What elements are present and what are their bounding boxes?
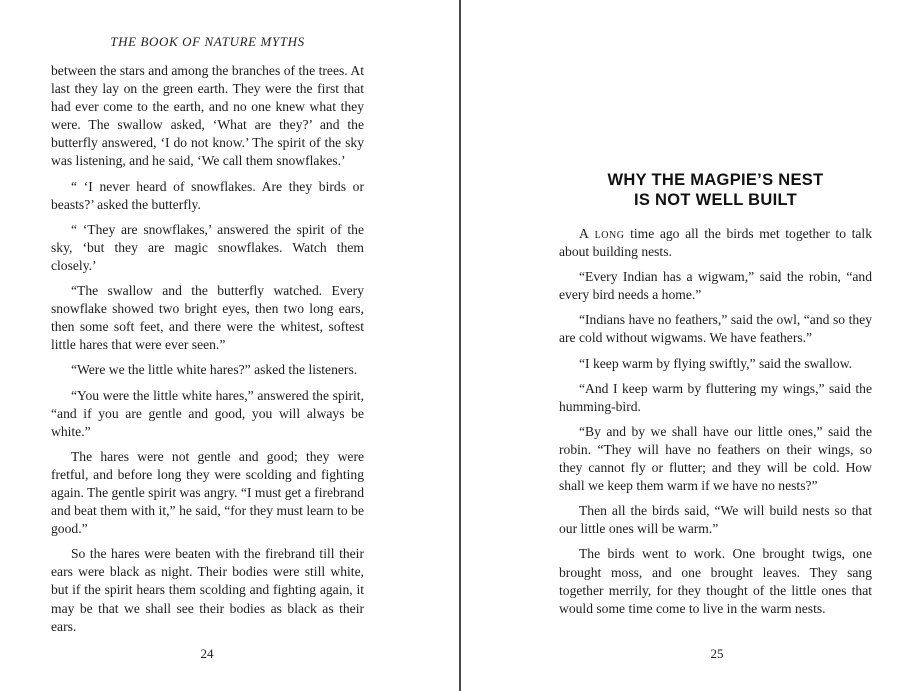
paragraph: “The swallow and the butterfly watched. Every snowflake showed two bright eyes, then two long ears, then some soft feet, and there were the whitest, softest little hares that were ever seen.”: [51, 283, 364, 353]
paragraph: “By and by we shall have our little ones,” said the robin. “They will have no feathers on their wings, so they cannot fly or flutter; and they will be cold. How shall we keep them warm if we have no nests?”: [559, 423, 872, 494]
paragraph: So the hares were beaten with the firebrand till their ears were black as night. Their bodies were still white, but if the spirit hears them scolding and fighting again, it may be that we shall see their bodies as black as their ears.: [51, 546, 364, 634]
right-page: [462, 0, 924, 691]
chapter-title-line: IS NOT WELL BUILT: [633, 191, 798, 209]
page-number: 25: [710, 646, 724, 661]
paragraph: Then all the birds said, “We will build nests so that our little ones will be warm.”: [559, 503, 872, 537]
chapter-title-line: WHY THE MAGPIE’S NEST: [607, 171, 824, 189]
page-number: 24: [200, 646, 214, 661]
paragraph: “ ‘They are snowflakes,’ answered the spirit of the sky, ‘but they are magic snowflakes. Watch them closely.’: [51, 221, 364, 273]
paragraph: “Were we the little white hares?” asked the listeners.: [71, 362, 358, 378]
paragraph: “You were the little white hares,” answered the spirit, “and if you are gentle and good, you will always be white.”: [51, 387, 364, 439]
page-gutter-divider: [459, 0, 461, 691]
paragraph: “Indians have no feathers,” said the owl, “and so they are cold without wigwams. We have feathers.”: [559, 312, 872, 346]
opening-text: time ago all the birds met together to talk about building nests.: [559, 226, 872, 260]
paragraph: between the stars and among the branches of the trees. At last they lay on the green earth. They were the first that had ever come to the earth, and no one knew what they were. The swallow asked, ‘What are they?’ and the butterfly answered, ‘I do not know.’ The spirit of the sky was listening, and he said, ‘We call them snowflakes.’: [51, 63, 364, 169]
opening-paragraph: [559, 225, 872, 261]
running-head: THE BOOK OF NATURE MYTHS: [110, 34, 305, 49]
paragraph: “I keep warm by flying swiftly,” said the swallow.: [579, 355, 853, 371]
right-page-text: [559, 225, 872, 625]
paragraph: The hares were not gentle and good; they were fretful, and before long they were scolding and fighting again. The gentle spirit was angry. “I must get a firebrand and beat them with it,” he said, “for they must learn to be good.”: [51, 448, 364, 537]
opening-smallcaps: A long: [579, 226, 625, 241]
paragraph: “ ‘I never heard of snowflakes. Are they birds or beasts?’ asked the butterfly.: [51, 178, 364, 212]
paragraph: The birds went to work. One brought twigs, one brought moss, and one brought leaves. They sang together merrily, for they thought of the little ones that would some time come to live in the warm nests.: [559, 546, 872, 616]
left-page-text: [51, 62, 364, 643]
left-page: [0, 0, 460, 691]
chapter-title: [559, 170, 872, 210]
paragraph: “And I keep warm by fluttering my wings,” said the humming-bird.: [559, 380, 872, 414]
paragraph: “Every Indian has a wigwam,” said the robin, “and every bird needs a home.”: [559, 269, 872, 303]
